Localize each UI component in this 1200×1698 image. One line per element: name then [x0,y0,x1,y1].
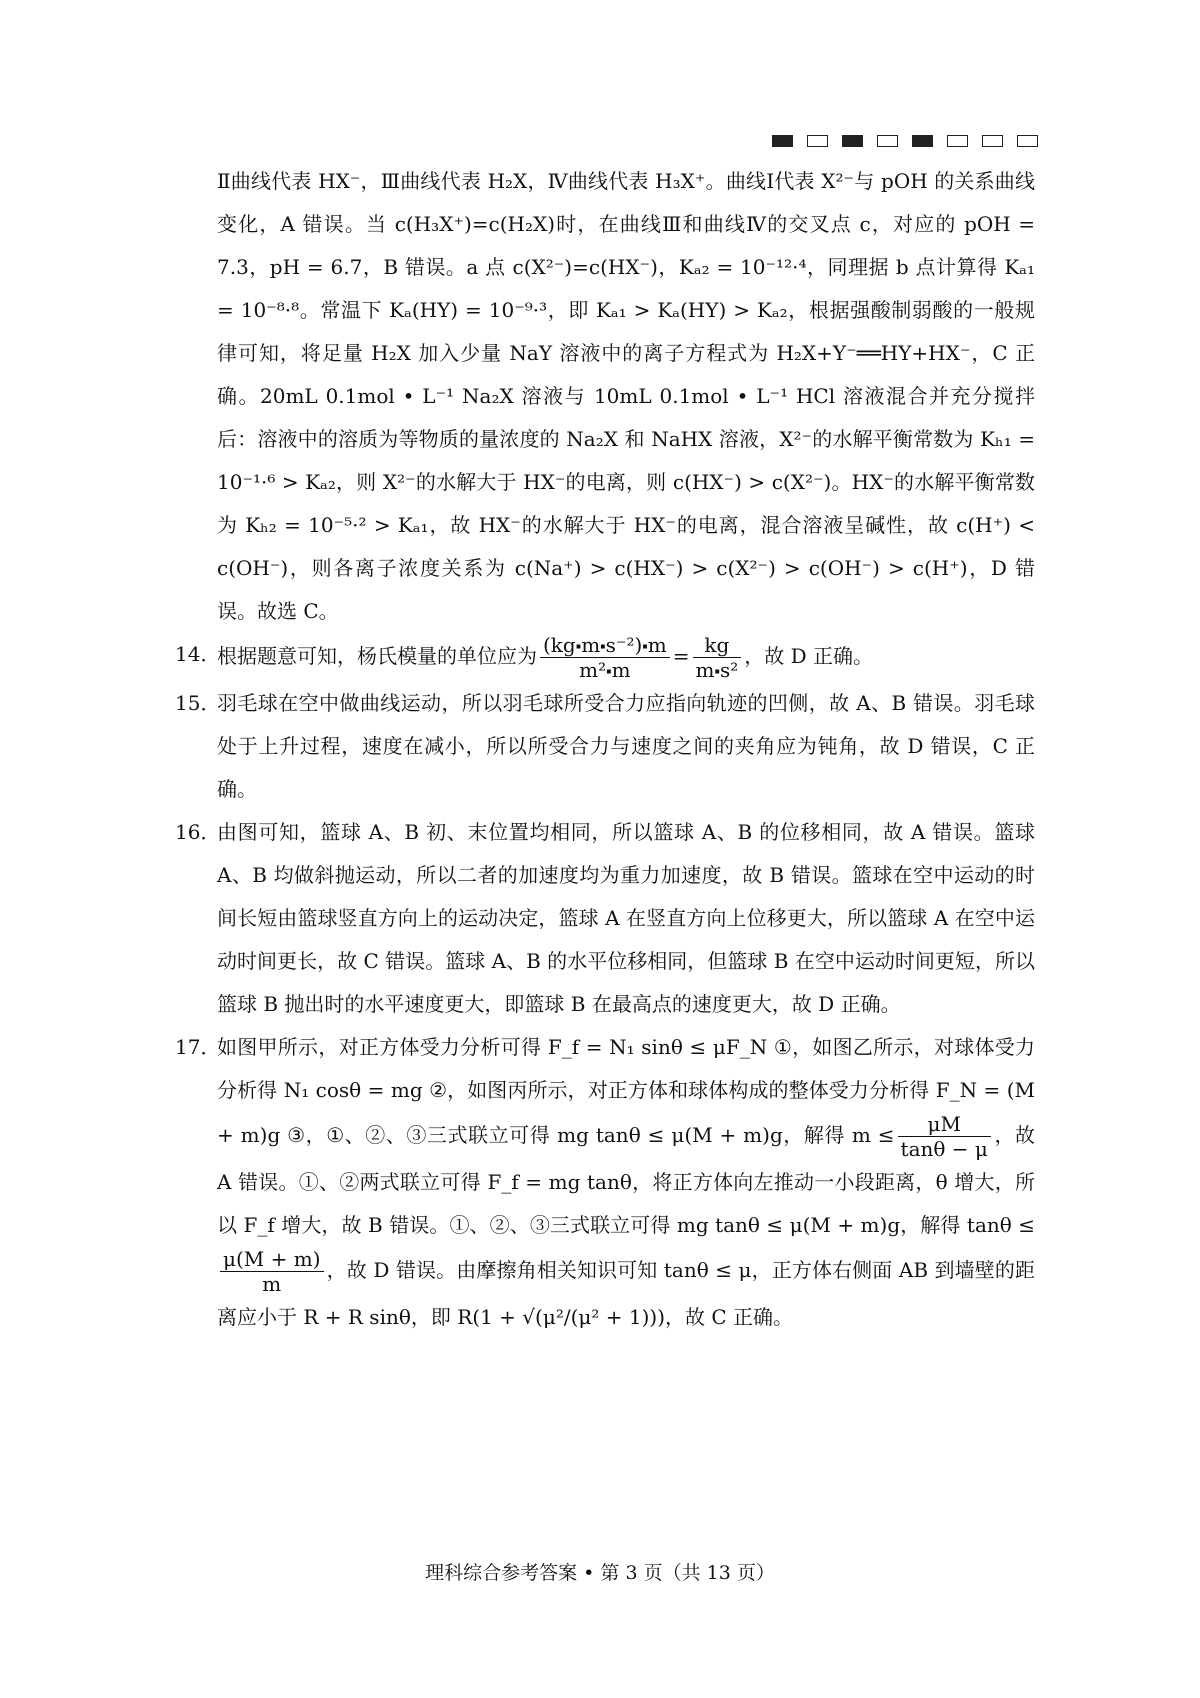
item-body: 由图可知，篮球 A、B 初、末位置均相同，所以篮球 A、B 的位移相同，故 A 错误。篮球 A、B 均做斜抛运动，所以二者的加速度均为重力加速度，故 B 错误。篮球在空中运动的时间长短由篮球竖直方向上的运动决定，篮球 A 在竖直方向上位移更大，所以篮球 A 在空中运动时间更长，故 C 错误。篮球 A、B 的水平位移相同，但篮球 B 在空中运动时间更短，所以篮球 B 抛出时的水平速度更大，即篮球 B 在最高点的速度更大，故 D 正确。 [217,820,1035,1016]
unit-fraction-1 [540,633,670,682]
unit-fraction-2 [693,633,742,682]
item-number: 16． [175,820,221,844]
item-number: 15． [175,691,221,715]
fraction-numerator: kg [693,633,742,658]
item-text-part-3: ，故 D 错误。由摩擦角相关知识可知 tanθ ≤ μ，正方体右侧面 AB 到墙壁的距离应小于 R + R sinθ，即 R(1 + √(μ²/(μ² + 1)))，故 C 正确。 [217,1258,1035,1329]
header-marks [772,135,1038,147]
fraction-denominator: m²⬝m [579,658,631,682]
empty-square-mark [807,135,828,147]
continuation-paragraph: Ⅱ曲线代表 HX⁻，Ⅲ曲线代表 H₂X，Ⅳ曲线代表 H₃X⁺。曲线Ⅰ代表 X²⁻与 pOH 的关系曲线变化，A 错误。当 c(H₃X⁺)=c(H₂X)时，在曲线Ⅲ和曲线Ⅳ的交叉点 c，对应的 pOH = 7.3，pH = 6.7，B 错误。a 点 c(X²⁻)=c(HX⁻)，Kₐ₂ = 10⁻¹²·⁴，同理据 b 点计算得 Kₐ₁ = 10⁻⁸·⁸。常温下 Kₐ(HY) = 10⁻⁹·³，即 Kₐ₁ > Kₐ(HY) > Kₐ₂，根据强酸制弱酸的一般规律可知，将足量 H₂X 加入少量 NaY 溶液中的离子方程式为 H₂X+Y⁻══HY+HX⁻，C 正确。20mL 0.1mol • L⁻¹ Na₂X 溶液与 10mL 0.1mol • L⁻¹ HCl 溶液混合并充分搅拌后：溶液中的溶质为等物质的量浓度的 Na₂X 和 NaHX 溶液，X²⁻的水解平衡常数为 Kₕ₁ = 10⁻¹·⁶ > Kₐ₂，则 X²⁻的水解大于 HX⁻的电离，则 c(HX⁻) > c(X²⁻)。HX⁻的水解平衡常数为 Kₕ₂ = 10⁻⁵·² > Kₐ₁，故 HX⁻的水解大于 HX⁻的电离，混合溶液呈碱性，故 c(H⁺) < c(OH⁻)，则各离子浓度关系为 c(Na⁺) > c(HX⁻) > c(X²⁻) > c(OH⁻) > c(H⁺)，D 错误。故选 C。 [217,169,1035,623]
answer-content [175,160,1035,1339]
item-body [217,633,1035,682]
answer-item-16 [175,811,1035,1026]
filled-square-mark [912,135,933,147]
tan-fraction [220,1247,324,1296]
item-text-part-1: 如图甲所示，对正方体受力分析可得 F_f = N₁ sinθ ≤ μF_N ①，如图乙所示，对球体受力分析得 N₁ cosθ = mg ②，如图丙所示，对正方体和球体构成的整体受力分析得 F_N = (M + m)g ③，①、②、③三式联立可得 mg tanθ ≤ μ(M + m)g，解得 m ≤ [217,1035,1035,1147]
fraction-denominator: tanθ − μ [900,1137,988,1161]
fraction-denominator: m⬝s² [695,658,739,682]
answer-item-17 [175,1026,1035,1339]
filled-square-mark [842,135,863,147]
empty-square-mark [982,135,1003,147]
item-text-part-2: ，故 A 错误。①、②两式联立可得 F_f = mg tanθ，将正方体向左推动一小段距离，θ 增大，所以 F_f 增大，故 B 错误。①、②、③三式联立可得 mg tanθ ≤ μ(M + m)g，解得 tanθ ≤ [217,1123,1036,1237]
item-number: 17． [175,1035,221,1059]
filled-square-mark [772,135,793,147]
page-footer: 理科综合参考答案 • 第 3 页（共 13 页） [425,1562,775,1584]
item-body [217,1026,1035,1339]
item-body: 羽毛球在空中做曲线运动，所以羽毛球所受合力应指向轨迹的凹侧，故 A、B 错误。羽毛球处于上升过程，速度在减小，所以所受合力与速度之间的夹角应为钝角，故 D 错误，C 正确。 [217,691,1035,801]
item-text-after: ，故 D 正确。 [744,644,873,668]
fraction-denominator: m [262,1272,282,1296]
fraction-numerator: μ(M + m) [220,1247,324,1272]
item-text-before: 根据题意可知，杨氏模量的单位应为 [217,644,537,668]
empty-square-mark [877,135,898,147]
mass-fraction [898,1112,991,1161]
empty-square-mark [947,135,968,147]
item-number: 14． [175,642,221,666]
equals-sign: = [672,644,690,668]
answer-item-14 [175,633,1035,682]
answer-item-15 [175,682,1035,811]
fraction-numerator: (kg⬝m⬝s⁻²)⬝m [540,633,670,658]
fraction-numerator: μM [898,1112,991,1137]
empty-square-mark [1017,135,1038,147]
